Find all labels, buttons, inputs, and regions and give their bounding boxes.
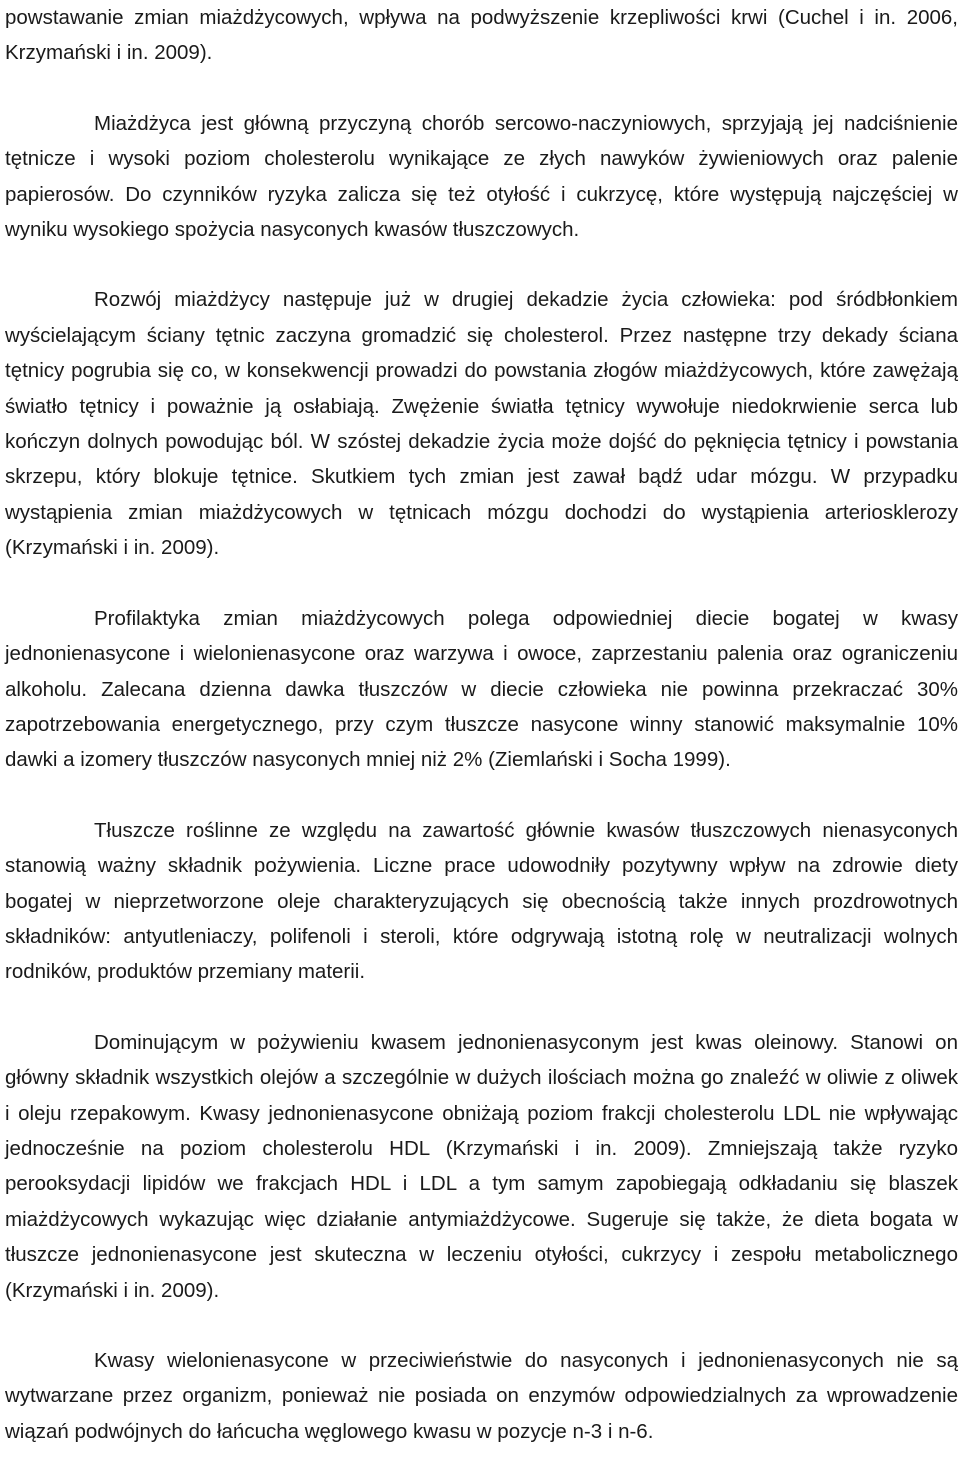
paragraph-2: Miażdżyca jest główną przyczyną chorób sercowo-naczyniowych, sprzyjają jej nadciśnienie tętnicze i wysoki poziom cholesterolu wynikające ze złych nawyków żywieniowych oraz palenie papierosów. Do czynników ryzyka zalicza się też otyłość i cukrzycę, które występują najczęściej w wyniku wysokiego spożycia nasyconych kwasów tłuszczowych. xyxy=(5,111,958,242)
paragraph-1: powstawanie zmian miażdżycowych, wpływa na podwyższenie krzepliwości krwi (Cuchel i in. 2006, Krzymański i in. 2009). xyxy=(5,6,958,65)
paragraph-spacer xyxy=(5,778,958,813)
paragraph-5: Tłuszcze roślinne ze względu na zawartość głównie kwasów tłuszczowych nienasyconych stanowią ważny składnik pożywienia. Liczne prace udowodniły pozytywny wpływ na zdrowie diety bogatej w nieprzetworzone oleje charakteryzujących się obecnością także innych prozdrowotnych składników: antyutleniaczy, polifenoli i steroli, które odgrywają istotną rolę w neutralizacji wolnych rodników, produktów przemiany materii. xyxy=(5,818,958,984)
paragraph-spacer xyxy=(5,247,958,282)
paragraph-6: Dominującym w pożywieniu kwasem jednonienasyconym jest kwas oleinowy. Stanowi on główny składnik wszystkich olejów a szczególnie w dużych ilościach można go znaleźć w oliwie z oliwek i oleju rzepakowym. Kwasy jednonienasycone obniżają poziom frakcji cholesterolu LDL nie wpływając jednocześnie na poziom cholesterolu HDL (Krzymański i in. 2009). Zmniejszają także ryzyko perooksydacji lipidów we frakcjach HDL i LDL a tym samym zapobiegają odkładaniu się blaszek miażdżycowych wykazując więc działanie antymiażdżycowe. Sugeruje się także, że dieta bogata w tłuszcze jednonienasycone jest skuteczna w leczeniu otyłości, cukrzycy i zespołu metabolicznego (Krzymański i in. 2009). xyxy=(5,1030,958,1302)
paragraph-4: Profilaktyka zmian miażdżycowych polega odpowiedniej diecie bogatej w kwasy jednonienasycone i wielonienasycone oraz warzywa i owoce, zaprzestaniu palenia oraz ograniczeniu alkoholu. Zalecana dzienna dawka tłuszczów w diecie człowieka nie powinna przekraczać 30% zapotrzebowania energetycznego, przy czym tłuszcze nasycone winny stanowić maksymalnie 10% dawki a izomery tłuszczów nasyconych mniej niż 2% (Ziemlański i Socha 1999). xyxy=(5,606,958,772)
paragraph-7: Kwasy wielonienasycone w przeciwieństwie do nasyconych i jednonienasyconych nie są wytwarzane przez organizm, ponieważ nie posiada on enzymów odpowiedzialnych za wprowadzenie wiązań podwójnych do łańcucha węglowego kwasu w pozycje n-3 i n-6. xyxy=(5,1349,958,1443)
paragraph-spacer xyxy=(5,566,958,601)
paragraph-spacer xyxy=(5,71,958,106)
paragraph-3: Rozwój miażdżycy następuje już w drugiej dekadzie życia człowieka: pod śródbłonkiem wyścielającym ściany tętnic zaczyna gromadzić się cholesterol. Przez następne trzy dekady ściana tętnicy pogrubia się co, w konsekwencji prowadzi do powstania złogów miażdżycowych, które zawężają światło tętnicy i poważnie ją osłabiają. Zwężenie światła tętnicy wywołuje niedokrwienie serca lub kończyn dolnych powodując ból. W szóstej dekadzie życia może dojść do pęknięcia tętnicy i powstania skrzepu, który blokuje tętnice. Skutkiem tych zmian jest zawał bądź udar mózgu. W przypadku wystąpienia zmian miażdżycowych w tętnicach mózgu dochodzi do wystąpienia arteriosklerozy (Krzymański i in. 2009). xyxy=(5,288,958,560)
document-page xyxy=(5,0,958,1449)
paragraph-spacer xyxy=(5,1308,958,1343)
paragraph-spacer xyxy=(5,990,958,1025)
